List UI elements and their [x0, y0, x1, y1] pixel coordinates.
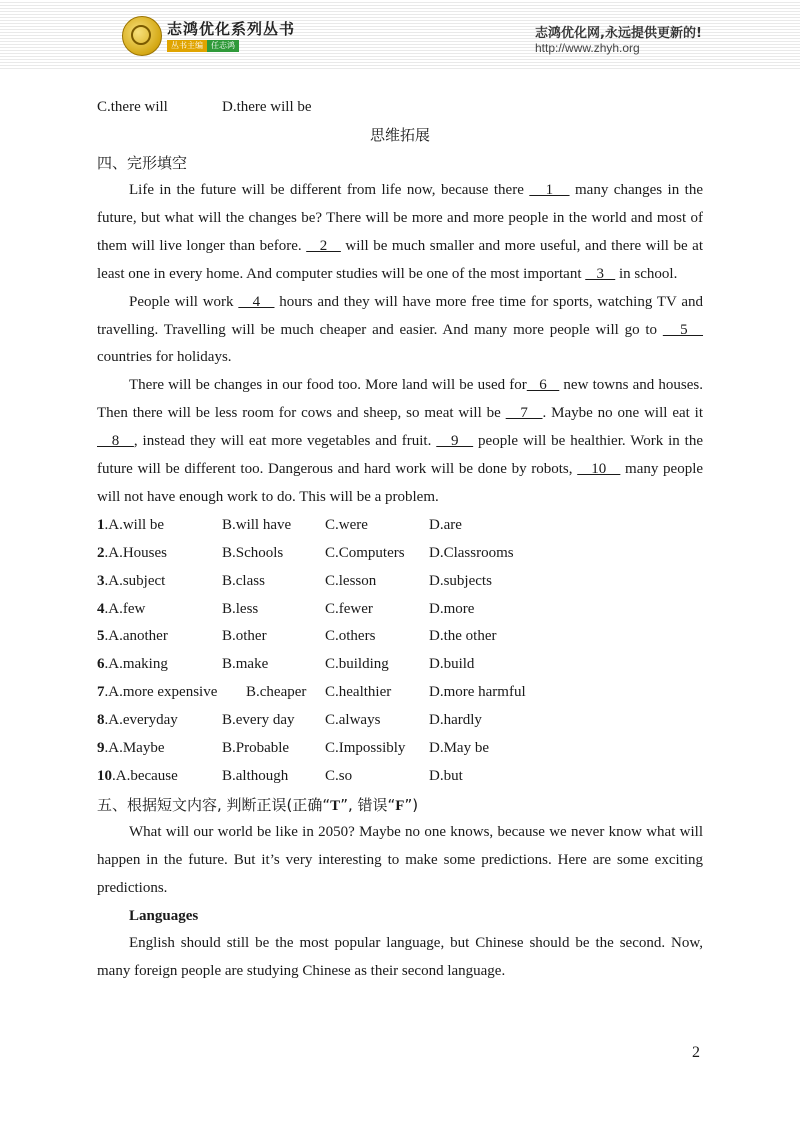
options-row: 7.A.more expensive B.cheaper C.healthier D.more harmful: [97, 684, 526, 701]
option-d: D.there will be: [222, 99, 312, 115]
blank-10: 10: [577, 461, 621, 478]
publisher-logo-icon: [122, 16, 162, 56]
options-row: 3.A.subject B.class C.lesson D.subjects: [97, 572, 492, 589]
options-row: 8.A.everyday B.every day C.always D.hardly: [97, 712, 482, 729]
section-4-heading: 四、完形填空: [97, 154, 188, 172]
options-row: 2.A.Houses B.Schools C.Computers D.Classrooms: [97, 544, 514, 561]
page-header: [0, 0, 800, 70]
blank-9: 9: [436, 433, 474, 450]
blank-8: 8: [97, 433, 134, 450]
answer-options: [97, 512, 703, 791]
options-row: 6.A.making B.make C.building D.build: [97, 656, 475, 673]
reading-paragraph-1: What will our world be like in 2050? Maybe no one knows, because we never know what will happen in the future. But it’s very interesting to make some predictions. Here are some exciting predictions.: [97, 823, 703, 896]
page-number: 2: [692, 1044, 700, 1061]
option-c: C.there will: [97, 99, 168, 115]
series-title: 志鸿优化系列丛书: [167, 20, 296, 38]
cloze-paragraph-1: Life in the future will be different from life now, because there 1 many changes in the future, but what will the changes be? There will be more and more people in the world and most of them will live longer than before. 2 will be much smaller and more useful, and there will be at least one in every home. And computer studies will be one of the most important 3 in school.: [97, 182, 703, 282]
reading-subheading: Languages: [129, 907, 199, 924]
blank-5: 5: [662, 321, 704, 338]
blank-2: 2: [306, 237, 341, 254]
cloze-paragraph-3: There will be changes in our food too. More land will be used for 6 new towns and houses. Then there will be less room for cows and sheep, so meat will be 7 . Maybe no one will eat it 8 , instead they will eat more vegetables and fruit. 9 people will be healthier. Work in the future will be different too. Dangerous and hard work will be done by robots, 10 many people will not have enough work to do. This will be a problem.: [97, 377, 704, 505]
editor-strip: [167, 40, 239, 52]
editor-label: 丛书主编: [167, 40, 207, 52]
options-row: 5.A.another B.other C.others D.the other: [97, 628, 497, 645]
blank-6: 6: [526, 377, 560, 394]
extension-title: 思维拓展: [369, 126, 430, 144]
blank-3: 3: [585, 265, 616, 282]
options-row: 4.A.few B.less C.fewer D.more: [97, 600, 475, 617]
cloze-paragraph-2: People will work 4 hours and they will have more free time for sports, watching TV and travelling. Travelling will be much cheaper and easier. And many more people will go to 5 countries for holidays.: [97, 293, 704, 366]
site-slogan: 志鸿优化网,永远提供更新的!: [535, 26, 702, 41]
editor-name: 任志鸿: [207, 40, 239, 52]
options-row: 1.A.will be B.will have C.were D.are: [97, 516, 462, 533]
document-body: [97, 93, 703, 986]
reading-paragraph-2: English should still be the most popular language, but Chinese should be the second. Now, many foreign people are studying Chinese as their second language.: [97, 935, 703, 980]
blank-1: 1: [529, 182, 570, 198]
blank-7: 7: [505, 405, 543, 422]
site-url: http://www.zhyh.org: [535, 41, 640, 55]
options-row: 10.A.because B.although C.so D.but: [97, 767, 463, 784]
options-row: 9.A.Maybe B.Probable C.Impossibly D.May be: [97, 740, 489, 756]
section-5-heading: 五、根据短文内容, 判断正误(正确“T”, 错误“F”): [97, 795, 419, 814]
blank-4: 4: [238, 293, 275, 310]
previous-question-options: [97, 93, 703, 121]
